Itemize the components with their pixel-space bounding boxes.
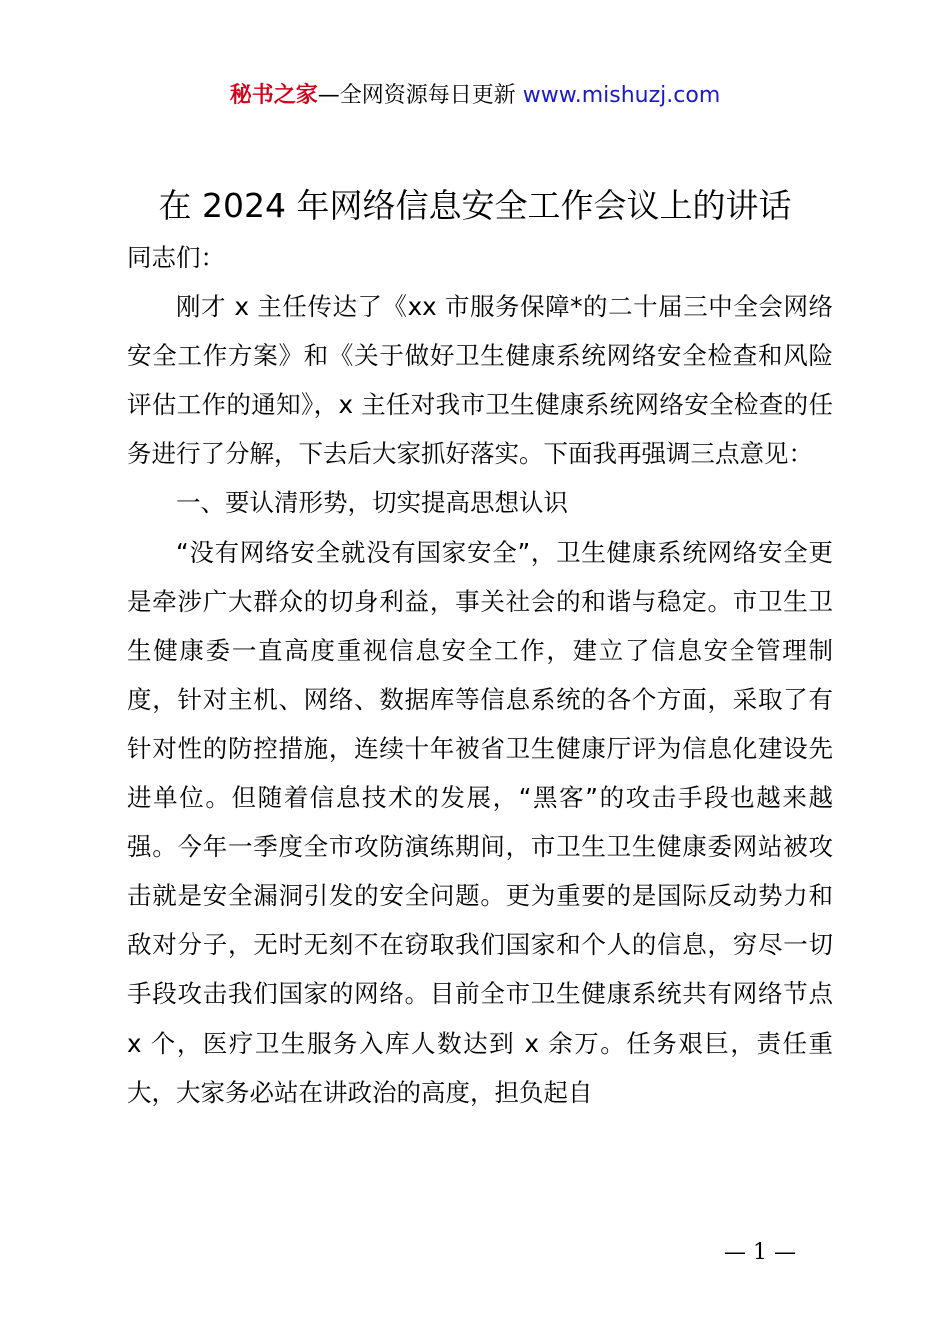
section-1-heading: 一、要认清形势，切实提高思想认识: [176, 488, 568, 518]
site-slogan: —全网资源每日更新: [317, 83, 516, 108]
salutation: 同志们：: [127, 243, 225, 272]
section-1-paragraph: “没有网络安全就没有国家安全”，卫生健康系统网络安全更是牵涉广大群众的切身利益，事关社会的和谐与稳定。市卫生卫生健康委一直高度重视信息安全工作，建立了信息安全管理制度，针对主机、网络、数据库等信息系统的各个方面，采取了有针对性的防控措施，连续十年被省卫生健康厅评为信息化建设先进单位。但随着信息技术的发展，“黑客”的攻击手段也越来越强。今年一季度全市攻防演练期间，市卫生卫生健康委网站被攻击就是安全漏洞引发的安全问题。更为重要的是国际反动势力和敌对分子，无时无刻不在窃取我们国家和个人的信息，穷尽一切手段攻击我们国家的网络。目前全市卫生健康系统共有网络节点 x 个，医疗卫生服务入库人数达到 x 余万。任务艰巨，责任重大，大家务必站在讲政治的高度，担负起自: [127, 537, 833, 1107]
page-number: — 1 —: [724, 1240, 796, 1265]
site-header: [0, 80, 950, 112]
site-url-link[interactable]: www.mishuzj.com: [522, 83, 721, 108]
intro-paragraph: 刚才 x 主任传达了《xx 市服务保障*的二十届三中全会网络安全工作方案》和《关于做好卫生健康系统网络安全检查和风险评估工作的通知》，x 主任对我市卫生健康系统网络安全检查的任务进行了分解，下去后大家抓好落实。下面我再强调三点意见：: [127, 292, 833, 469]
site-name: 秘书之家: [229, 83, 318, 108]
document-title: 在 2024 年网络信息安全工作会议上的讲话: [158, 186, 792, 225]
document-body: [127, 233, 833, 1117]
